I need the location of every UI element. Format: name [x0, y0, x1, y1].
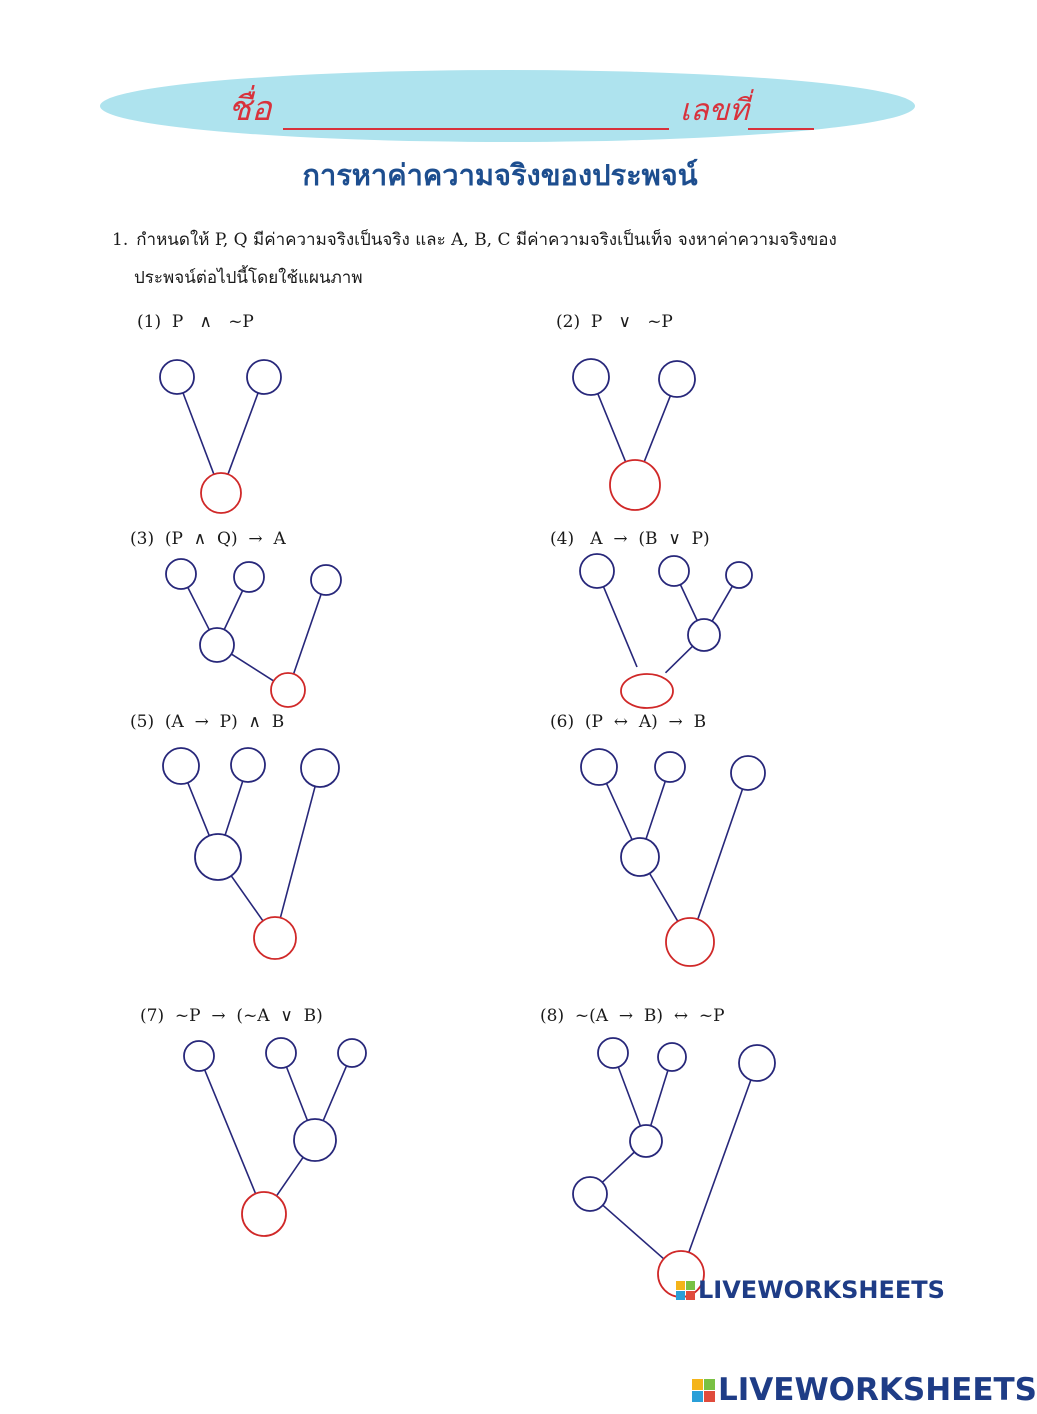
liveworksheets-footer-logo: [692, 1372, 1037, 1408]
tree-6-node-circle[interactable]: [655, 752, 685, 782]
tree-6-node-circle[interactable]: [731, 756, 765, 790]
tree-7-branch-line: [287, 1067, 308, 1120]
tree-8-node-circle[interactable]: [573, 1177, 607, 1211]
tree-7-node-circle[interactable]: [184, 1041, 214, 1071]
tree-4-branch-line: [666, 646, 693, 673]
item-label-7: (7) ~P → (~A ∨ B): [140, 1006, 323, 1026]
item-label-6: (6) (P ↔ A) → B: [550, 712, 707, 732]
tree-2-branch-line: [598, 394, 626, 462]
tree-8-branch-line: [651, 1070, 668, 1125]
tree-8-node-circle[interactable]: [598, 1038, 628, 1068]
tree-7-node-circle[interactable]: [266, 1038, 296, 1068]
tree-5-result-circle[interactable]: [254, 917, 296, 959]
number-label: เลขที่: [680, 93, 749, 128]
tree-1-branch-line: [228, 393, 258, 474]
tree-8-node-circle[interactable]: [630, 1125, 662, 1157]
tree-8-node-circle[interactable]: [658, 1043, 686, 1071]
tree-3-branch-line: [231, 654, 273, 681]
tree-5-branch-line: [231, 876, 263, 921]
tree-4-result-circle[interactable]: [621, 674, 673, 708]
tree-6-branch-line: [607, 783, 633, 839]
item-label-5: (5) (A → P) ∧ B: [130, 712, 285, 732]
tree-3-branch-line: [224, 591, 242, 630]
tree-4-node-circle[interactable]: [688, 619, 720, 651]
tree-5-branch-line: [225, 781, 243, 835]
liveworksheets-logo-inline: [676, 1276, 945, 1304]
tree-3-branch-line: [294, 594, 322, 674]
tree-6-branch-line: [698, 789, 743, 919]
question-text-1: กำหนดให้ P, Q มีค่าความจริงเป็นจริง และ A, B, C มีค่าความจริงเป็นเท็จ จงหาค่าความจริงของ: [136, 230, 837, 250]
tree-4-node-circle[interactable]: [659, 556, 689, 586]
tree-2-node-circle[interactable]: [659, 361, 695, 397]
item-label-3: (3) (P ∧ Q) → A: [130, 529, 286, 549]
tree-2-result-circle[interactable]: [610, 460, 660, 510]
page-title: การหาค่าความจริงของประพจน์: [302, 158, 698, 192]
tree-1-branch-line: [183, 393, 214, 474]
liveworksheets-footer-text: LIVEWORKSHEETS: [718, 1372, 1037, 1408]
tree-7-branch-line: [277, 1157, 304, 1196]
tree-6-node-circle[interactable]: [581, 749, 617, 785]
tree-8-branch-line: [602, 1152, 634, 1182]
tree-5-node-circle[interactable]: [195, 834, 241, 880]
question-number: 1.: [112, 230, 129, 250]
tree-5-node-circle[interactable]: [301, 749, 339, 787]
tree-8-branch-line: [689, 1080, 751, 1253]
tree-6-branch-line: [650, 873, 678, 921]
tree-8-node-circle[interactable]: [739, 1045, 775, 1081]
tree-1-node-circle[interactable]: [247, 360, 281, 394]
tree-7-node-circle[interactable]: [338, 1039, 366, 1067]
tree-3-node-circle[interactable]: [200, 628, 234, 662]
item-label-8: (8) ~(A → B) ↔ ~P: [540, 1006, 725, 1026]
tree-6-result-circle[interactable]: [666, 918, 714, 966]
liveworksheets-logo-text: LIVEWORKSHEETS: [698, 1276, 945, 1304]
tree-8-branch-line: [618, 1067, 640, 1126]
tree-3-node-circle[interactable]: [166, 559, 196, 589]
tree-2-branch-line: [644, 396, 670, 462]
question-text-2: ประพจน์ต่อไปนี้โดยใช้แผนภาพ: [134, 268, 363, 288]
item-label-4: (4) A → (B ∨ P): [550, 529, 710, 549]
tree-4-branch-line: [712, 586, 732, 621]
name-label: ชื่อ: [228, 89, 272, 129]
tree-1-result-circle[interactable]: [201, 473, 241, 513]
item-label-1: (1) P ∧ ~P: [137, 312, 254, 332]
tree-5-branch-line: [188, 783, 210, 836]
tree-5-node-circle[interactable]: [163, 748, 199, 784]
tree-8-branch-line: [603, 1205, 664, 1259]
tree-2-node-circle[interactable]: [573, 359, 609, 395]
tree-5-branch-line: [280, 786, 315, 917]
liveworksheets-footer-icon: [692, 1379, 715, 1402]
tree-4-branch-line: [680, 585, 697, 621]
tree-7-branch-line: [205, 1070, 256, 1194]
tree-4-branch-line: [604, 587, 638, 667]
tree-7-branch-line: [323, 1066, 346, 1121]
liveworksheets-logo-icon: [676, 1281, 695, 1300]
tree-4-node-circle[interactable]: [580, 554, 614, 588]
tree-6-branch-line: [646, 781, 665, 839]
tree-7-node-circle[interactable]: [294, 1119, 336, 1161]
tree-3-branch-line: [188, 587, 210, 629]
tree-7-result-circle[interactable]: [242, 1192, 286, 1236]
tree-3-result-circle[interactable]: [271, 673, 305, 707]
tree-4-node-circle[interactable]: [726, 562, 752, 588]
tree-3-node-circle[interactable]: [311, 565, 341, 595]
tree-3-node-circle[interactable]: [234, 562, 264, 592]
tree-5-node-circle[interactable]: [231, 748, 265, 782]
tree-6-node-circle[interactable]: [621, 838, 659, 876]
item-label-2: (2) P ∨ ~P: [556, 312, 673, 332]
tree-1-node-circle[interactable]: [160, 360, 194, 394]
